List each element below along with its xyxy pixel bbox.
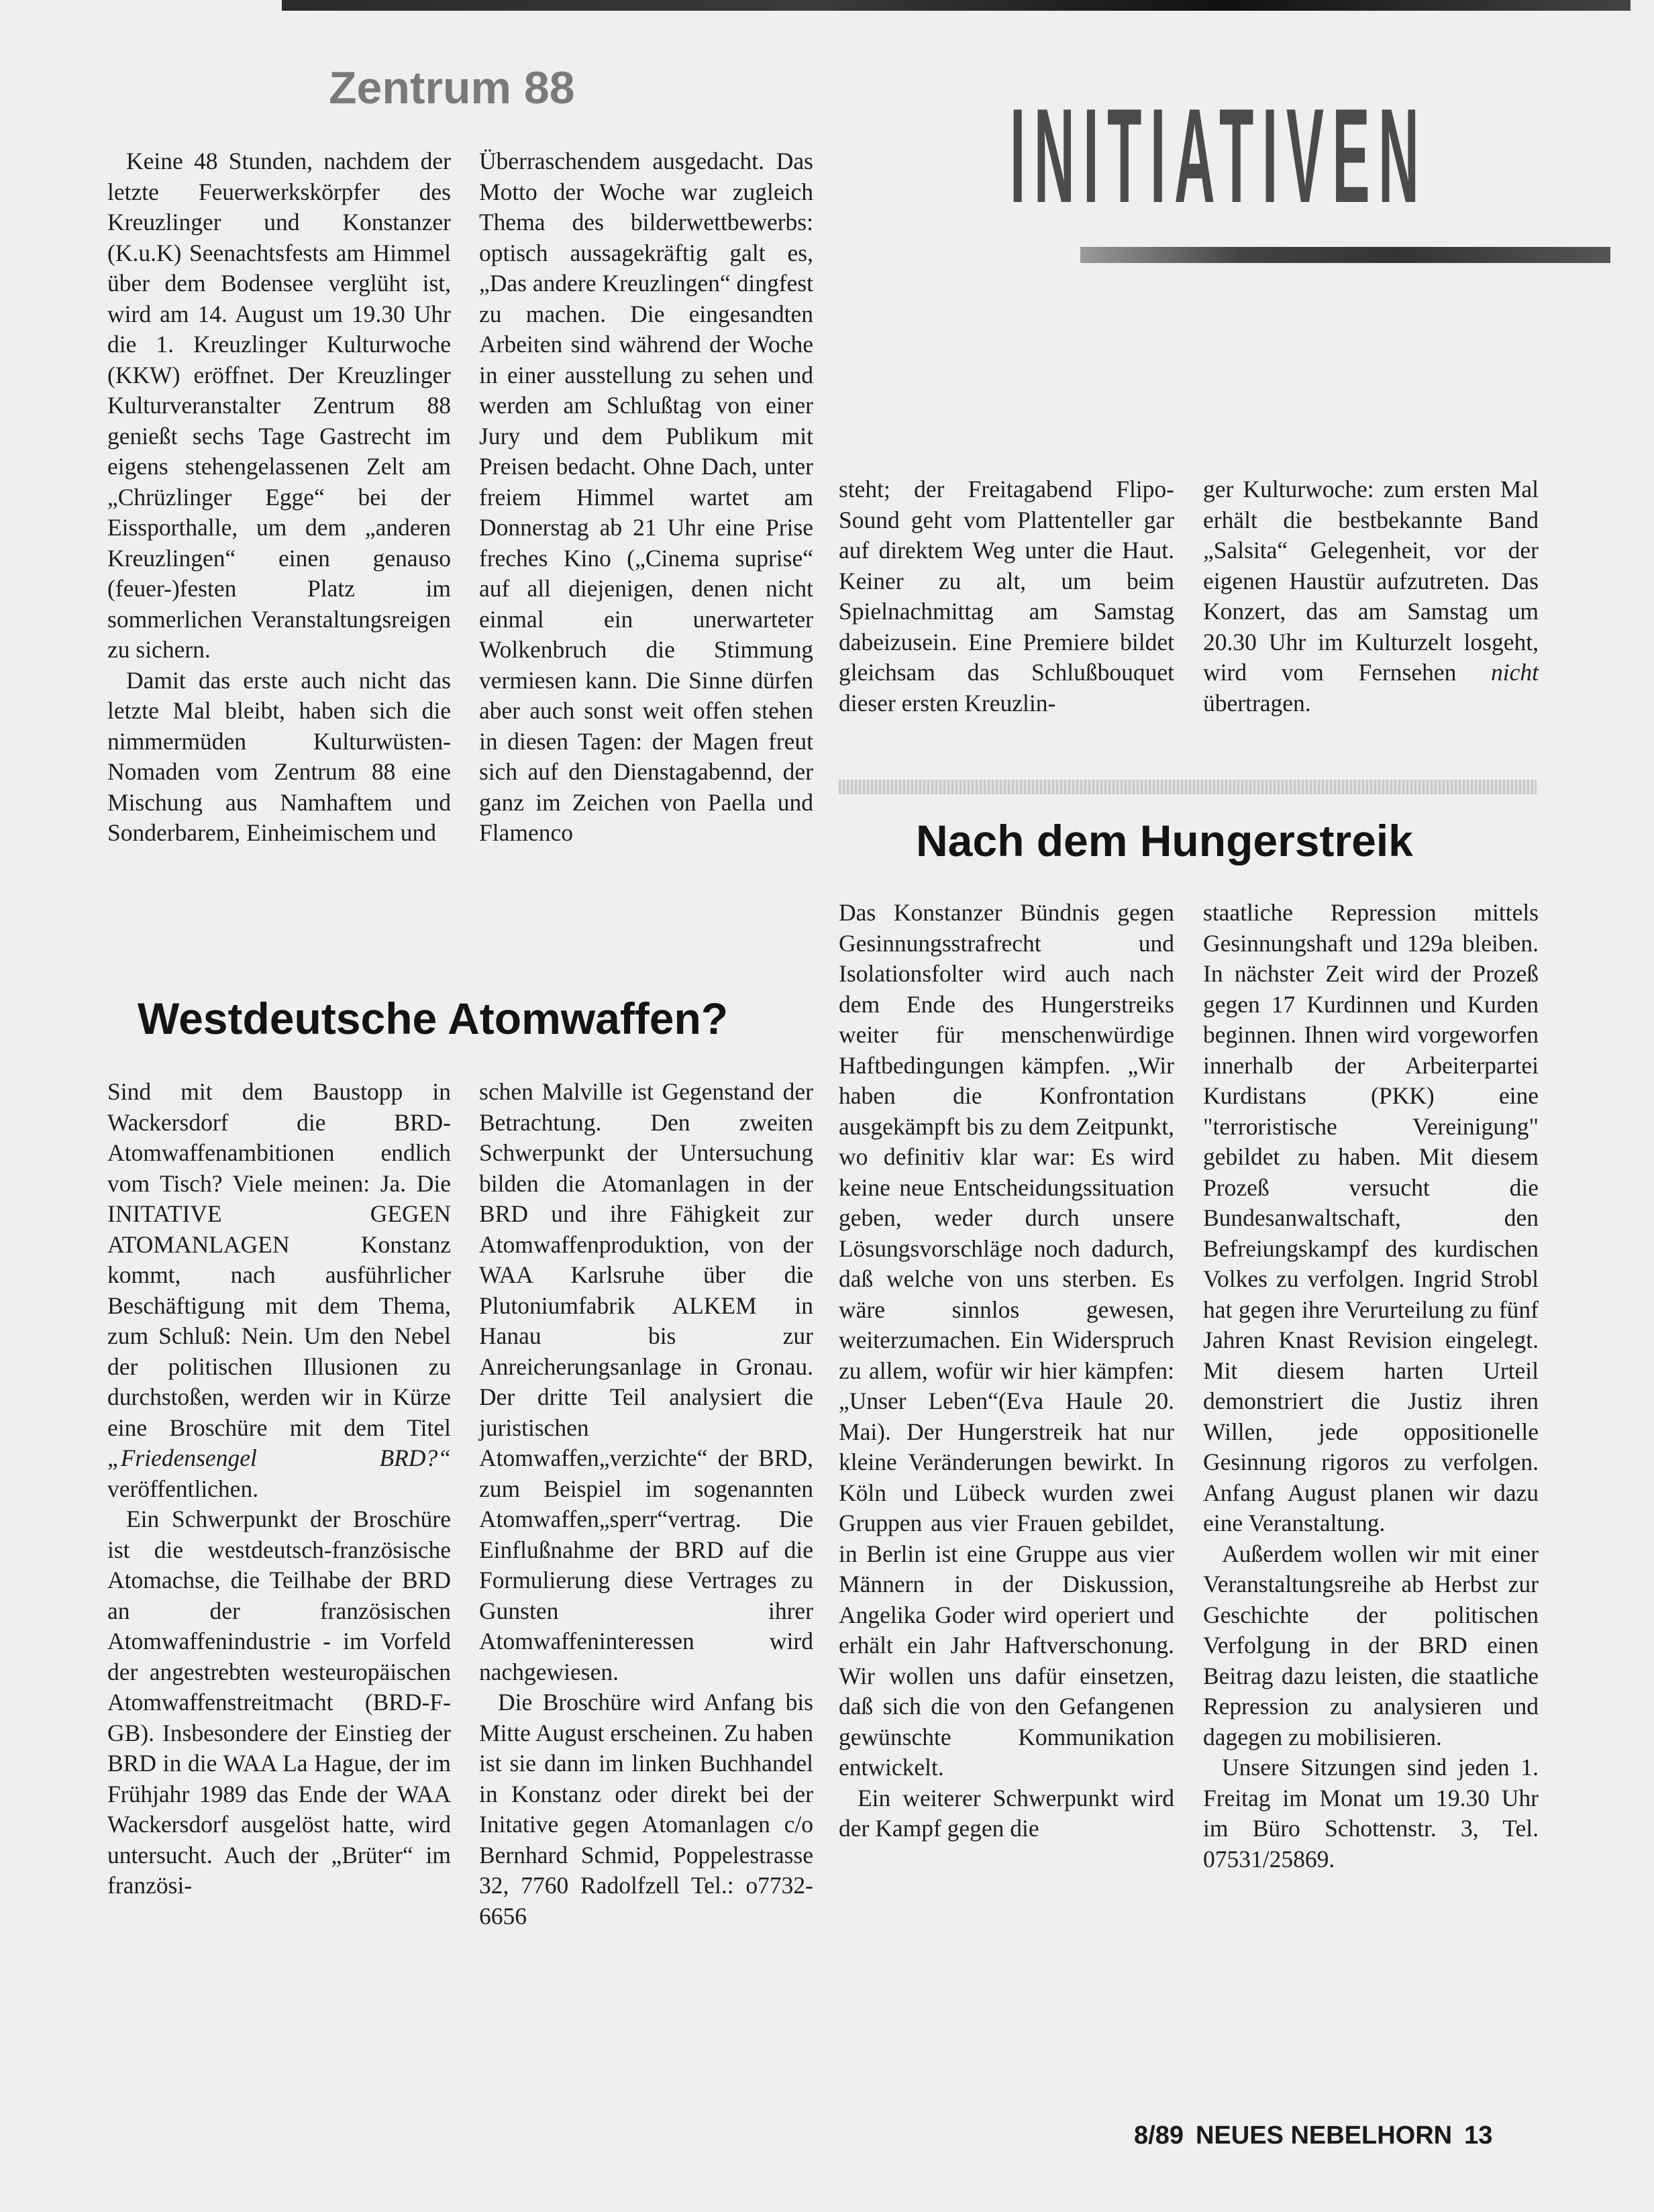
zentrum-column-4 xyxy=(1203,474,1539,719)
atom-column-2 xyxy=(479,1077,813,1932)
zentrum-paragraph-5a: ger Kulturwoche: zum ersten Mal erhält die bestbekannte Band „Salsita“ Gelegenheit, vor der eigenen Haustür aufzutreten. Das Konzert, das am Samstag um 20.30 Uhr im Kulturzelt losgeht, wird vom Fernsehen xyxy=(1203,476,1539,686)
section-underline-bar xyxy=(1080,247,1610,263)
zentrum-column-3 xyxy=(839,474,1174,719)
hunger-paragraph-2: Ein weiterer Schwerpunkt wird der Kampf gegen die xyxy=(839,1784,1174,1842)
zentrum-emphasis-nicht: nicht xyxy=(1491,659,1539,686)
zentrum-paragraph-4: steht; der Freitagabend Flipo-Sound geht vom Plattenteller gar auf direktem Weg unter die Haut. Keiner zu alt, um beim Spielnachmittag am Samstag dabeizusein. Eine Premiere bildet gleichsam das Schlußbouquet dieser ersten Kreuzlin- xyxy=(839,476,1174,717)
atom-paragraph-3: schen Malville ist Gegenstand der Betrachtung. Den zweiten Schwerpunkt der Untersuchung bilden die Atomanlagen in der BRD und ihre Fähigkeit zur Atomwaffenproduktion, von der WAA Karlsruhe über die Plutoniumfabrik ALKEM in Hanau bis zur Anreicherungsanlage in Gronau. Der dritte Teil analysiert die juristischen Atomwaffen„verzichte“ der BRD, zum Beispiel im sogenannten Atomwaffen„sperr“vertrag. Die Einflußnahme der BRD auf die Formulierung diese Vertrages zu Gunsten ihrer Atomwaffeninteressen wird nachgewiesen. xyxy=(479,1078,813,1685)
zentrum-column-2 xyxy=(479,146,813,849)
headline-westdeutsche-atomwaffen: Westdeutsche Atomwaffen? xyxy=(138,994,729,1043)
zentrum-column-1 xyxy=(107,146,451,849)
top-edge-strip xyxy=(282,0,1631,11)
atom-emphasis-title: „Friedensengel BRD?“ xyxy=(107,1444,451,1471)
page-footer xyxy=(1134,2121,1504,2150)
zentrum-paragraph-5b: übertragen. xyxy=(1203,689,1311,717)
atom-paragraph-1b: veröffentlichen. xyxy=(107,1475,259,1502)
hunger-column-1 xyxy=(839,898,1174,1844)
footer-page-number: 13 xyxy=(1464,2121,1493,2150)
zentrum-paragraph-1: Keine 48 Stunden, nachdem der letzte Feuerwerkskörpfer des Kreuzlinger und Konstanzer (K.u.K) Seenachtsfests am Himmel über dem Bodensee verglüht ist, wird am 14. August um 19.30 Uhr die 1. Kreuzlinger Kulturwoche (KKW) eröffnet. Der Kreuzlinger Kulturveranstalter Zentrum 88 genießt sechs Tage Gastrecht im eigens stehengelassenen Zelt am „Chrüzlinger Egge“ bei der Eissporthalle, um dem „anderen Kreuzlingen“ einen genauso (feuer-)festen Platz im sommerlichen Veranstaltungsreigen zu sichern. xyxy=(107,148,451,663)
atom-column-1 xyxy=(107,1077,451,1901)
hunger-paragraph-1: Das Konstanzer Bündnis gegen Gesinnungsstrafrecht und Isolationsfolter wird auch nach dem Ende des Hungerstreiks weiter für menschenwürdige Haftbedingungen kämpfen. „Wir haben die Konfrontation ausgekämpft bis zu dem Zeitpunkt, wo definitiv klar war: Es wird keine neue Entscheidungssituation geben, weder durch unsere Lösungsvorschläge noch dadurch, daß welche von uns sterben. Es wäre sinnlos gewesen, weiterzumachen. Ein Widerspruch zu allem, wofür wir hier kämpfen: „Unser Leben“(Eva Haule 20. Mai). Der Hungerstreik hat nur kleine Veränderungen bewirkt. In Köln und Lübeck wurden zwei Gruppen aus vier Frauen gebildet, in Berlin ist eine Gruppe aus vier Männern in der Diskussion, Angelika Goder wird operiert und erhält ein Jahr Haftverschonung. Wir wollen uns dafür einsetzen, daß sich die von den Gefangenen gewünschte Kommunikation entwickelt. xyxy=(839,899,1174,1781)
headline-nach-dem-hungerstreik: Nach dem Hungerstreik xyxy=(916,816,1413,865)
atom-paragraph-2: Ein Schwerpunkt der Broschüre ist die westdeutsch-französische Atomachse, die Teilhabe der BRD an der französischen Atomwaffenindustrie - im Vorfeld der angestrebten westeuropäischen Atomwaffenstreitmacht (BRD-F-GB). Insbesondere der Einstieg der BRD in die WAA La Hague, der im Frühjahr 1989 das Ende der WAA Wackersdorf ausgelöst hatte, wird untersucht. Auch der „Brüter“ im französi- xyxy=(107,1506,451,1899)
dotted-separator-rule xyxy=(839,780,1537,794)
hunger-column-2 xyxy=(1203,898,1539,1875)
hunger-paragraph-3: staatliche Repression mittels Gesinnungshaft und 129a bleiben. In nächster Zeit wird der Prozeß gegen 17 Kurdinnen und Kurden beginnen. Ihnen wird vorgeworfen innerhalb der Arbeiterpartei Kurdistans (PKK) eine "terroristische Vereinigung" gebildet zu haben. Mit diesem Prozeß versucht die Bundesanwaltschaft, den Befreiungskampf des kurdischen Volkes zu verfolgen. Ingrid Strobl hat gegen ihre Verurteilung zu fünf Jahren Knast Revision eingelegt. Mit diesem harten Urteil demonstriert die Justiz ihren Willen, jede oppositionelle Gesinnung rigoros zu verfolgen. Anfang August planen wir dazu eine Veranstaltung. xyxy=(1203,899,1539,1536)
footer-magazine: NEUES NEBELHORN xyxy=(1195,2121,1453,2150)
zentrum-paragraph-2: Damit das erste auch nicht das letzte Mal bleibt, haben sich die nimmermüden Kulturwüsten-Nomaden vom Zentrum 88 eine Mischung aus Namhaftem und Sonderbarem, Einheimischem und xyxy=(107,666,451,846)
zentrum-paragraph-3: Überraschendem ausgedacht. Das Motto der Woche war zugleich Thema des bilderwettbewerbs: optisch aussagekräftig galt es, „Das andere Kreuzlingen“ dingfest zu machen. Die eingesandten Arbeiten sind während der Woche in einer ausstellung zu sehen und werden am Schlußtag von einer Jury und dem Publikum mit Preisen bedacht. Ohne Dach, unter freiem Himmel wartet am Donnerstag ab 21 Uhr eine Prise freches Kino („Cinema suprise“ auf all diejenigen, denen nicht einmal ein unerwarteter Wolkenbruch die Stimmung vermiesen kann. Die Sinne dürfen aber auch sonst weit offen stehen in diesen Tagen: der Magen freut sich auf den Dienstagabennd, der ganz im Zeichen von Paella und Flamenco xyxy=(479,148,813,846)
section-title-initiativen: INITIATIVEN xyxy=(1010,81,1428,231)
footer-issue: 8/89 xyxy=(1134,2121,1184,2150)
atom-paragraph-1a: Sind mit dem Baustopp in Wackersdorf die BRD-Atomwaffenambitionen endlich vom Tisch? Viele meinen: Ja. Die INITATIVE GEGEN ATOMANLAGEN Konstanz kommt, nach ausführlicher Beschäftigung mit dem Thema, zum Schluß: Nein. Um den Nebel der politischen Illusionen zu durchstoßen, werden wir in Kürze eine Broschüre mit dem Titel xyxy=(107,1078,451,1441)
hunger-paragraph-4: Außerdem wollen wir mit einer Veranstaltungsreihe ab Herbst zur Geschichte der politischen Verfolgung in der BRD einen Beitrag dazu leisten, die staatliche Repression zu analysieren und dagegen zu mobilisieren. xyxy=(1203,1540,1539,1750)
headline-zentrum-88: Zentrum 88 xyxy=(329,62,575,113)
hunger-paragraph-5: Unsere Sitzungen sind jeden 1. Freitag im Monat um 19.30 Uhr im Büro Schottenstr. 3, Tel. 07531/25869. xyxy=(1203,1754,1539,1873)
atom-paragraph-4: Die Broschüre wird Anfang bis Mitte August erscheinen. Zu haben ist sie dann im linken Buchhandel in Konstanz oder direkt bei der Initative gegen Atomanlagen c/o Bernhard Schmid, Poppelestrasse 32, 7760 Radolfzell Tel.: o7732-6656 xyxy=(479,1689,813,1930)
